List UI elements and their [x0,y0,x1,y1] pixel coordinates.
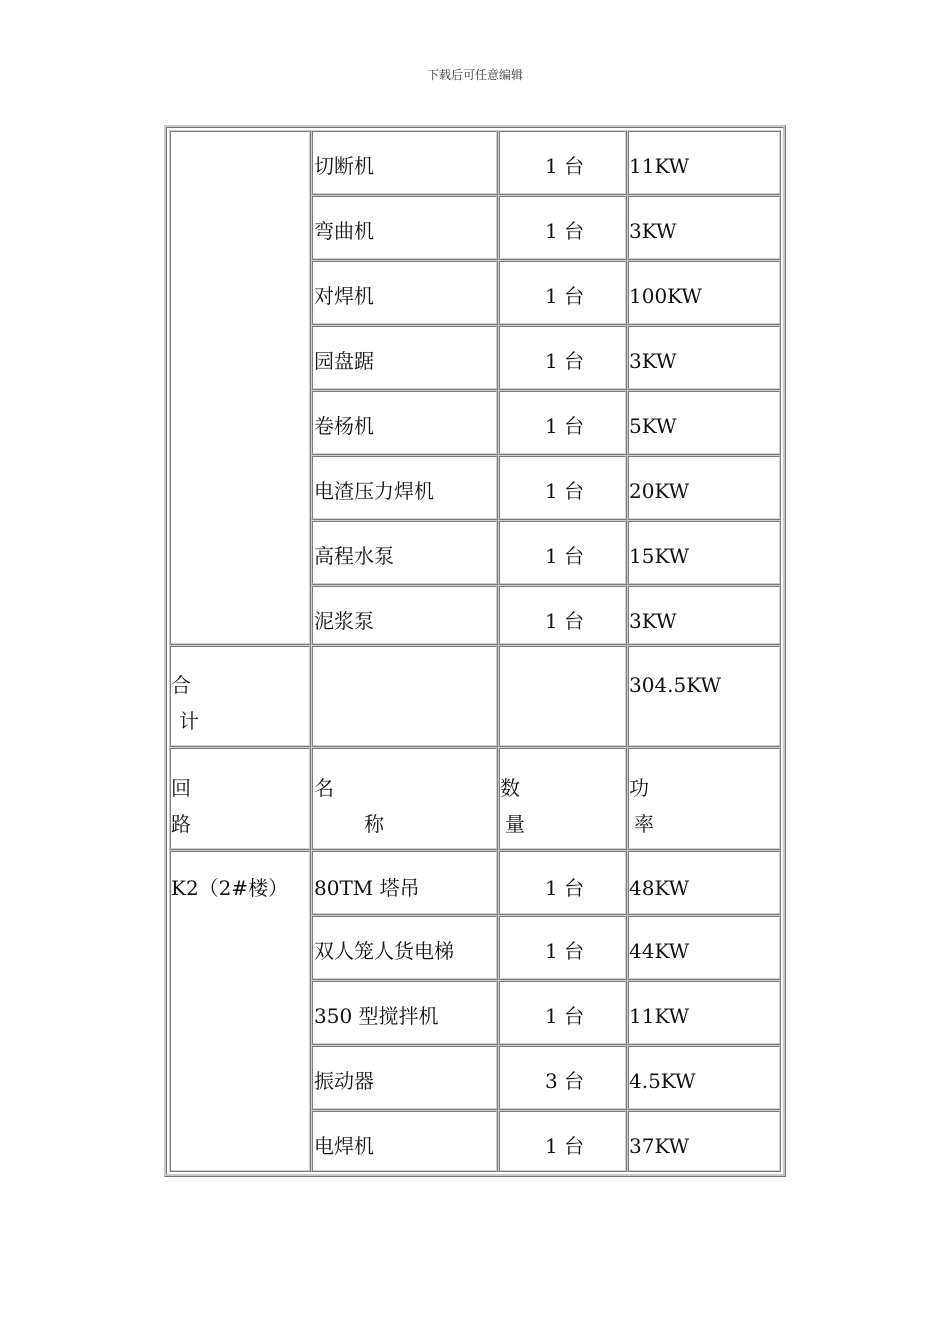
total-label-line2: 计 [179,709,199,733]
equipment-power: 15KW [629,544,690,568]
total-label-line1: 合 [171,673,191,697]
equipment-qty: 1 台 [545,939,585,963]
total-name-cell [311,645,498,747]
equipment-qty: 1 台 [545,219,585,243]
equipment-power: 48KW [629,876,690,900]
equipment-qty: 1 台 [545,876,585,900]
table-row-power [627,455,781,520]
equipment-power: 11KW [629,154,690,178]
section2-circuit-cell [169,850,311,1172]
table-row-name [311,130,498,195]
equipment-qty: 1 台 [545,1134,585,1158]
table-row-name [311,325,498,390]
total-power: 304.5KW [629,673,722,697]
equipment-power: 100KW [629,284,702,308]
page-header: 下载后可任意编辑 [426,68,523,82]
equipment-qty: 1 台 [545,479,585,503]
equipment-power: 3KW [629,609,677,633]
table-row-qty [498,455,627,520]
table-row-qty [498,390,627,455]
header-power-cell [627,747,781,850]
equipment-qty: 1 台 [545,414,585,438]
header-name-line2: 称 [364,812,384,836]
equipment-power: 3KW [629,349,677,373]
table-row-power [627,585,781,645]
table-row-power [627,980,781,1045]
section2-circuit-label: K2（2#楼） [171,876,289,900]
equipment-power: 11KW [629,1004,690,1028]
equipment-name: 350 型搅拌机 [314,1004,439,1028]
equipment-name: 弯曲机 [314,219,374,243]
equipment-name: 电渣压力焊机 [314,479,434,503]
header-power-line1: 功 [629,776,649,800]
table-row-qty [498,520,627,585]
table-row-name [311,260,498,325]
equipment-table [164,125,786,1177]
header-qty-cell [498,747,627,850]
equipment-power: 20KW [629,479,690,503]
table-row-power [627,130,781,195]
header-circuit-cell [169,747,311,850]
table-row-qty [498,130,627,195]
table-row-name [311,390,498,455]
table-row-name [311,1045,498,1110]
table-row-qty [498,585,627,645]
equipment-qty: 1 台 [545,1004,585,1028]
equipment-name: 切断机 [314,154,374,178]
table-row-qty [498,1045,627,1110]
table-row-qty [498,980,627,1045]
table-row-power [627,195,781,260]
equipment-name: 80TM 塔吊 [314,876,420,900]
table-row-power [627,325,781,390]
table-row-power [627,260,781,325]
header-name-line1: 名 [314,776,334,800]
table-row-name [311,915,498,980]
equipment-qty: 1 台 [545,609,585,633]
header-circuit-line2: 路 [171,812,191,836]
equipment-power: 37KW [629,1134,690,1158]
header-name-cell [311,747,498,850]
equipment-qty: 1 台 [545,349,585,373]
table-row-power [627,1045,781,1110]
table-row-qty [498,260,627,325]
table-row-name [311,455,498,520]
table-row-power [627,850,781,915]
total-qty-cell [498,645,627,747]
table-row-power [627,390,781,455]
table-row-name [311,520,498,585]
table-row-qty [498,915,627,980]
header-qty-line2: 量 [505,812,525,836]
equipment-power: 5KW [629,414,677,438]
equipment-name: 振动器 [314,1069,374,1093]
table-row-name [311,1110,498,1172]
table-row-power [627,520,781,585]
equipment-power: 4.5KW [629,1069,696,1093]
header-circuit-line1: 回 [171,776,191,800]
table-row-name [311,195,498,260]
table-row-qty [498,1110,627,1172]
table-row-power [627,915,781,980]
equipment-qty: 1 台 [545,544,585,568]
total-power-cell [627,645,781,747]
table-row-name [311,980,498,1045]
equipment-name: 对焊机 [314,284,374,308]
table-row-power [627,1110,781,1172]
equipment-name: 泥浆泵 [314,609,374,633]
table-row-qty [498,850,627,915]
header-qty-line1: 数 [500,776,520,800]
equipment-qty: 3 台 [545,1069,585,1093]
table-row-qty [498,325,627,390]
equipment-name: 电焊机 [314,1134,374,1158]
equipment-power: 44KW [629,939,690,963]
header-power-line2: 率 [634,812,654,836]
equipment-name: 卷杨机 [314,414,374,438]
equipment-power: 3KW [629,219,677,243]
equipment-name: 园盘踞 [314,349,374,373]
total-label-cell [169,645,311,747]
equipment-qty: 1 台 [545,284,585,308]
equipment-name: 双人笼人货电梯 [314,939,454,963]
equipment-qty: 1 台 [545,154,585,178]
table-row-name [311,850,498,915]
section1-circuit-cell [169,130,311,645]
table-row-name [311,585,498,645]
equipment-name: 高程水泵 [314,544,394,568]
table-row-qty [498,195,627,260]
